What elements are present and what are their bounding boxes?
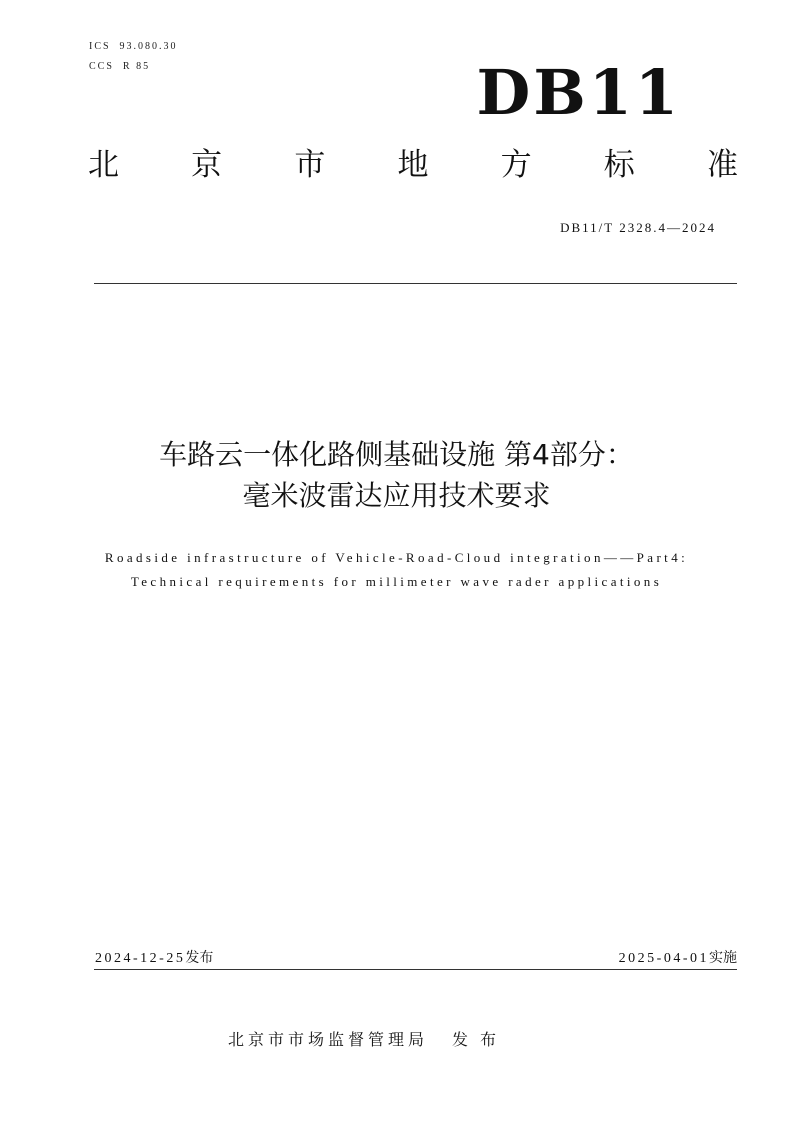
title-cn-line1: 车路云一体化路侧基础设施 第4部分： bbox=[159, 438, 634, 471]
standard-type-char: 京 bbox=[191, 147, 223, 183]
standard-type-char: 北 bbox=[88, 147, 119, 183]
title-cn-line2: 毫米波雷达应用技术要求 bbox=[242, 479, 551, 512]
ics-code: ICS 93.080.30 bbox=[89, 41, 178, 52]
issue-label: 发布 bbox=[185, 950, 214, 966]
standard-type-char: 市 bbox=[294, 147, 326, 183]
bottom-divider bbox=[94, 969, 737, 970]
issuer-line bbox=[228, 1027, 508, 1050]
top-divider bbox=[94, 283, 737, 284]
standard-number: DB11/T 2328.4—2024 bbox=[560, 220, 716, 235]
issue-date: 2024-12-25 bbox=[95, 951, 186, 966]
implement-date-line bbox=[619, 947, 737, 967]
standard-type bbox=[88, 147, 738, 183]
standard-type-char: 地 bbox=[397, 147, 429, 183]
title-en-line1: Roadside infrastructure of Vehicle-Road-Cloud integration——Part4: bbox=[104, 550, 689, 565]
issue-date-line bbox=[95, 947, 213, 967]
implement-date: 2025-04-01 bbox=[618, 951, 709, 966]
standard-type-char: 方 bbox=[500, 147, 532, 183]
standard-type-char: 标 bbox=[603, 147, 635, 183]
implement-label: 实施 bbox=[709, 950, 737, 966]
standard-type-char: 准 bbox=[706, 147, 738, 183]
issuer-action: 发布 bbox=[452, 1030, 509, 1049]
ccs-code: CCS R 85 bbox=[89, 61, 151, 72]
issuer-name: 北京市市场监督管理局 bbox=[228, 1030, 429, 1049]
db11-logo: DB11 bbox=[476, 56, 681, 129]
title-en-line2: Technical requirements for millimeter wave rader applications bbox=[130, 574, 663, 589]
